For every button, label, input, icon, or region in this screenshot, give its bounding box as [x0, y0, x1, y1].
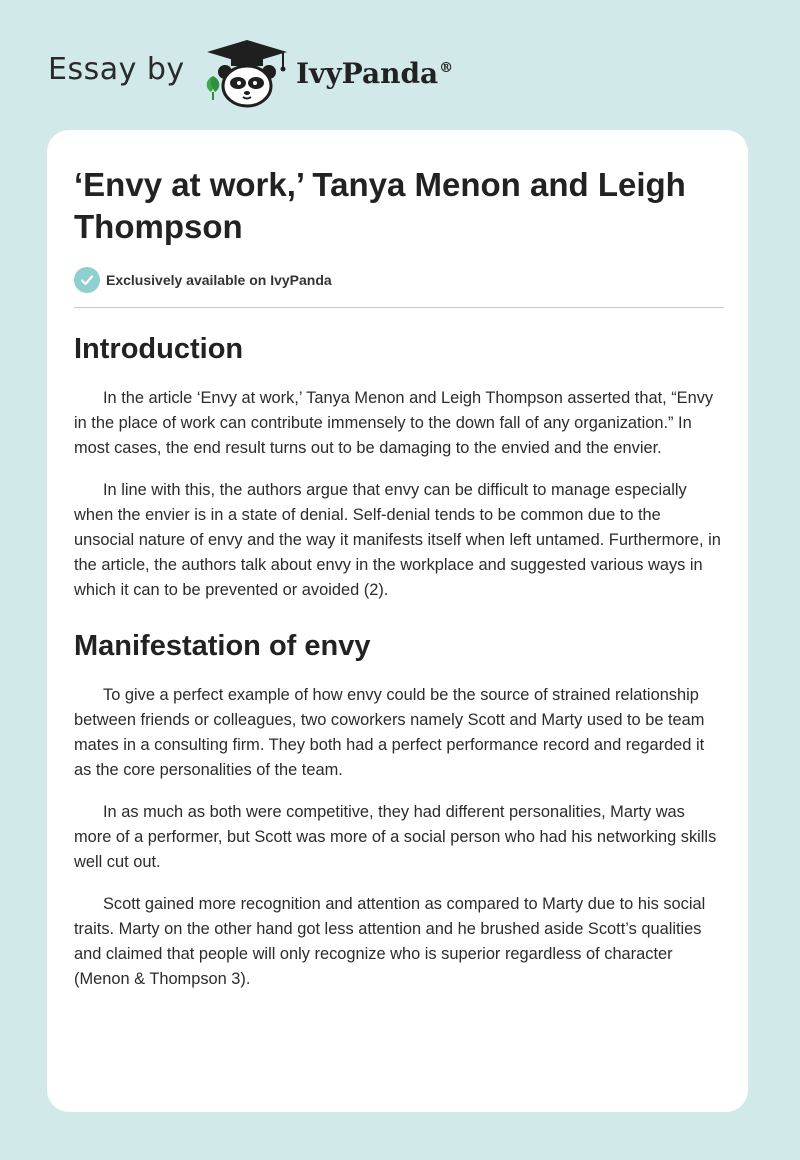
- panda-graduate-icon[interactable]: [203, 36, 291, 108]
- registered-mark: ®: [439, 60, 454, 76]
- essay-by-label: Essay by: [48, 52, 185, 87]
- exclusive-label: Exclusively available on IvyPanda: [106, 272, 332, 288]
- section-introduction: [74, 330, 724, 603]
- exclusive-badge: [74, 266, 724, 294]
- paragraph: In as much as both were competitive, they had different personalities, Marty was more of a performer, but Scott was more of a social person who had his networking skills well cut out.: [74, 803, 717, 871]
- divider: [74, 307, 724, 308]
- paragraph: In line with this, the authors argue that envy can be difficult to manage especially when the envier is in a state of denial. Self-denial tends to be common due to the unsocial nature of envy and the way it manifests itself when left untamed. Furthermore, in the article, the authors talk about envy in the workplace and suggested various ways in which it can to be prevented or avoided (2).: [74, 481, 721, 599]
- page-title: ‘Envy at work,’ Tanya Menon and Leigh Thompson: [74, 166, 686, 245]
- paragraph: In the article ‘Envy at work,’ Tanya Menon and Leigh Thompson asserted that, “Envy in the place of work can contribute immensely to the down fall of any organization.” In most cases, the end result turns out to be damaging to the envied and the envier.: [74, 389, 714, 457]
- section-heading: Introduction: [74, 333, 244, 365]
- leaf-icon: [207, 76, 220, 100]
- site-header: [0, 0, 800, 130]
- ivypanda-logo[interactable]: [296, 54, 453, 94]
- section-heading: Manifestation of envy: [74, 630, 371, 662]
- section-manifestation-of-envy: [74, 627, 724, 992]
- essay-content: [74, 130, 724, 992]
- paragraph: Scott gained more recognition and attention as compared to Marty due to his social traits. Marty on the other hand got less attention and he brushed aside Scott’s qualities and claimed that people will only recognize who is superior regardless of character (Menon & Thompson 3).: [74, 895, 706, 988]
- paragraph: To give a perfect example of how envy could be the source of strained relationship between friends or colleagues, two coworkers namely Scott and Marty used to be team mates in a consulting firm. They both had a perfect performance record and regarded it as the core personalities of the team.: [74, 686, 705, 779]
- essay-card: [47, 130, 748, 1112]
- check-icon: [74, 267, 100, 293]
- brand-name: IvyPanda: [296, 57, 439, 90]
